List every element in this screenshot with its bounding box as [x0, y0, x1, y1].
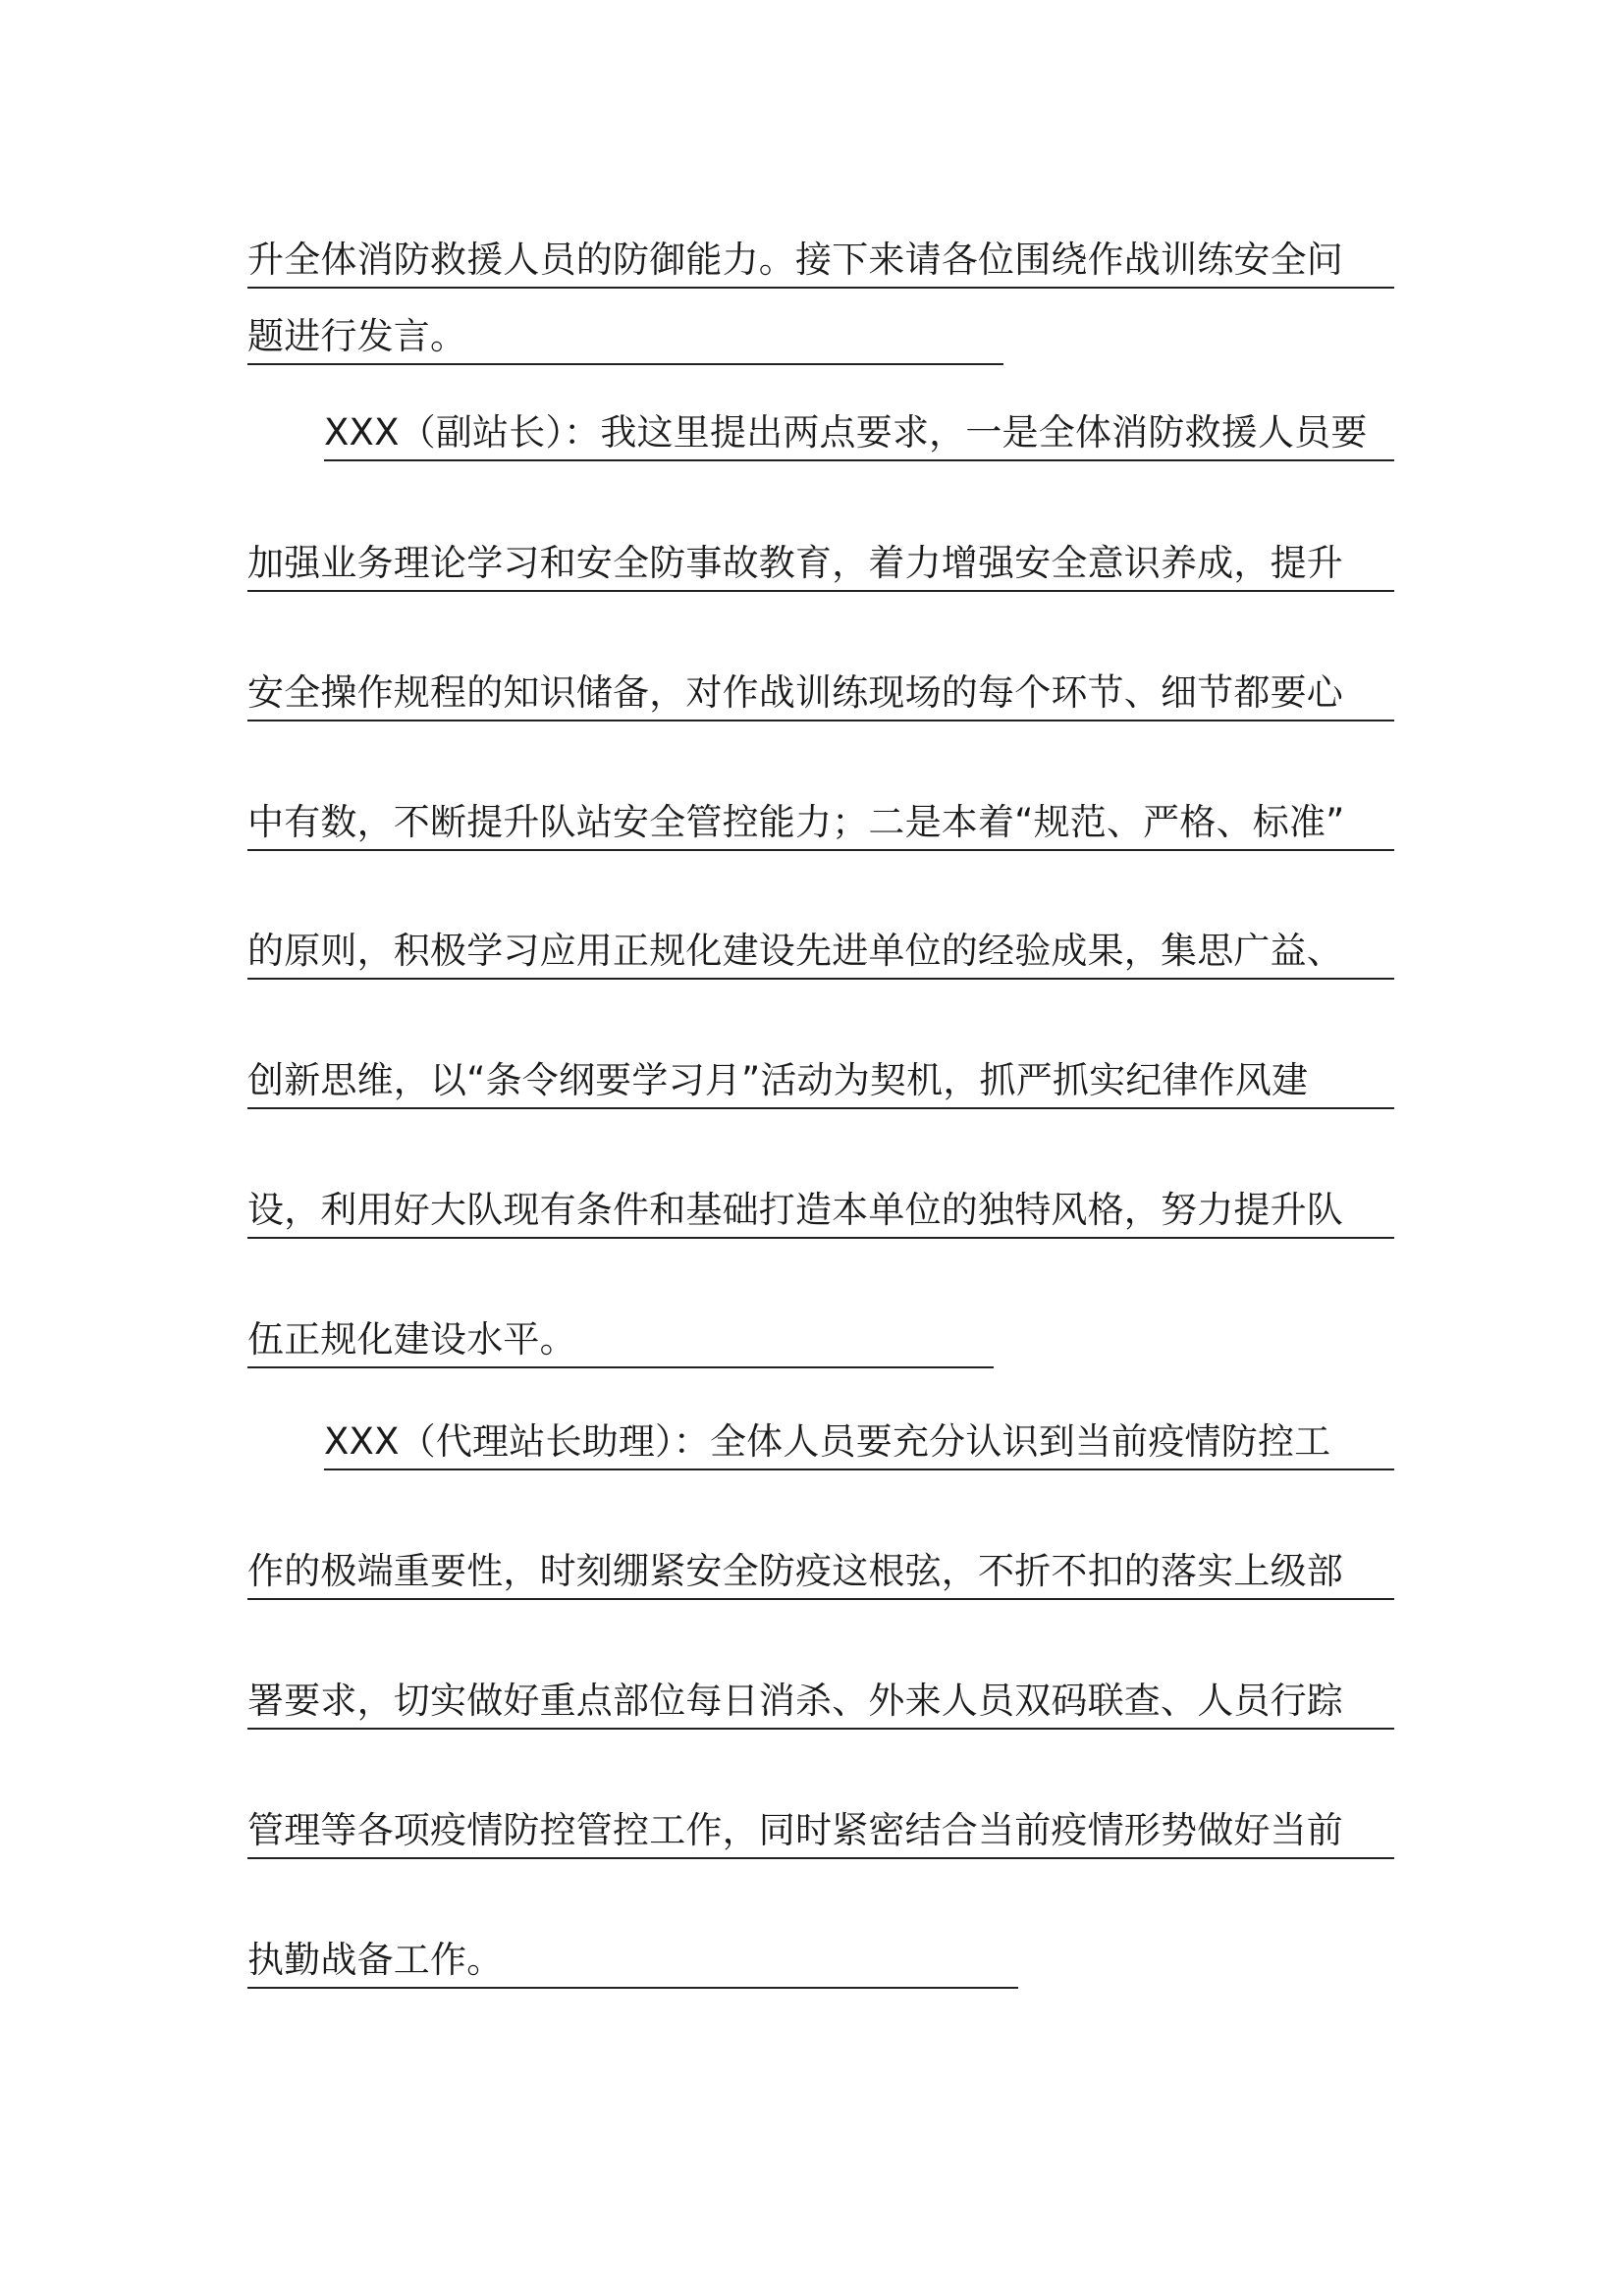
text-line: 执勤战备工作。 [247, 1932, 1018, 1989]
paragraph-first-line: XXX（代理站长助理）：全体人员要充分认识到当前疫情防控工 [324, 1414, 1394, 1470]
text-line: 作的极端重要性，时刻绷紧安全防疫这根弦，不折不扣的落实上级部 [247, 1543, 1394, 1600]
text-line: 题进行发言。 [247, 308, 1003, 365]
text-line: 升全体消防救援人员的防御能力。接下来请各位围绕作战训练安全问 [247, 232, 1394, 289]
text-line: 创新思维，以“条令纲要学习月”活动为契机，抓严抓实纪律作风建 [247, 1052, 1394, 1109]
text-line: 中有数，不断提升队站安全管控能力；二是本着“规范、严格、标准” [247, 794, 1394, 851]
text-line: 安全操作规程的知识储备，对作战训练现场的每个环节、细节都要心 [247, 665, 1394, 721]
text-line: 署要求，切实做好重点部位每日消杀、外来人员双码联查、人员行踪 [247, 1673, 1394, 1730]
text-line: 加强业务理论学习和安全防事故教育，着力增强安全意识养成，提升 [247, 535, 1394, 592]
text-line: 设，利用好大队现有条件和基础打造本单位的独特风格，努力提升队 [247, 1182, 1394, 1239]
paragraph-first-line: XXX（副站长）：我这里提出两点要求，一是全体消防救援人员要 [324, 404, 1394, 461]
text-line: 伍正规化建设水平。 [247, 1311, 994, 1368]
text-line: 管理等各项疫情防控管控工作，同时紧密结合当前疫情形势做好当前 [247, 1802, 1394, 1859]
text-line: 的原则，积极学习应用正规化建设先进单位的经验成果，集思广益、 [247, 923, 1394, 980]
